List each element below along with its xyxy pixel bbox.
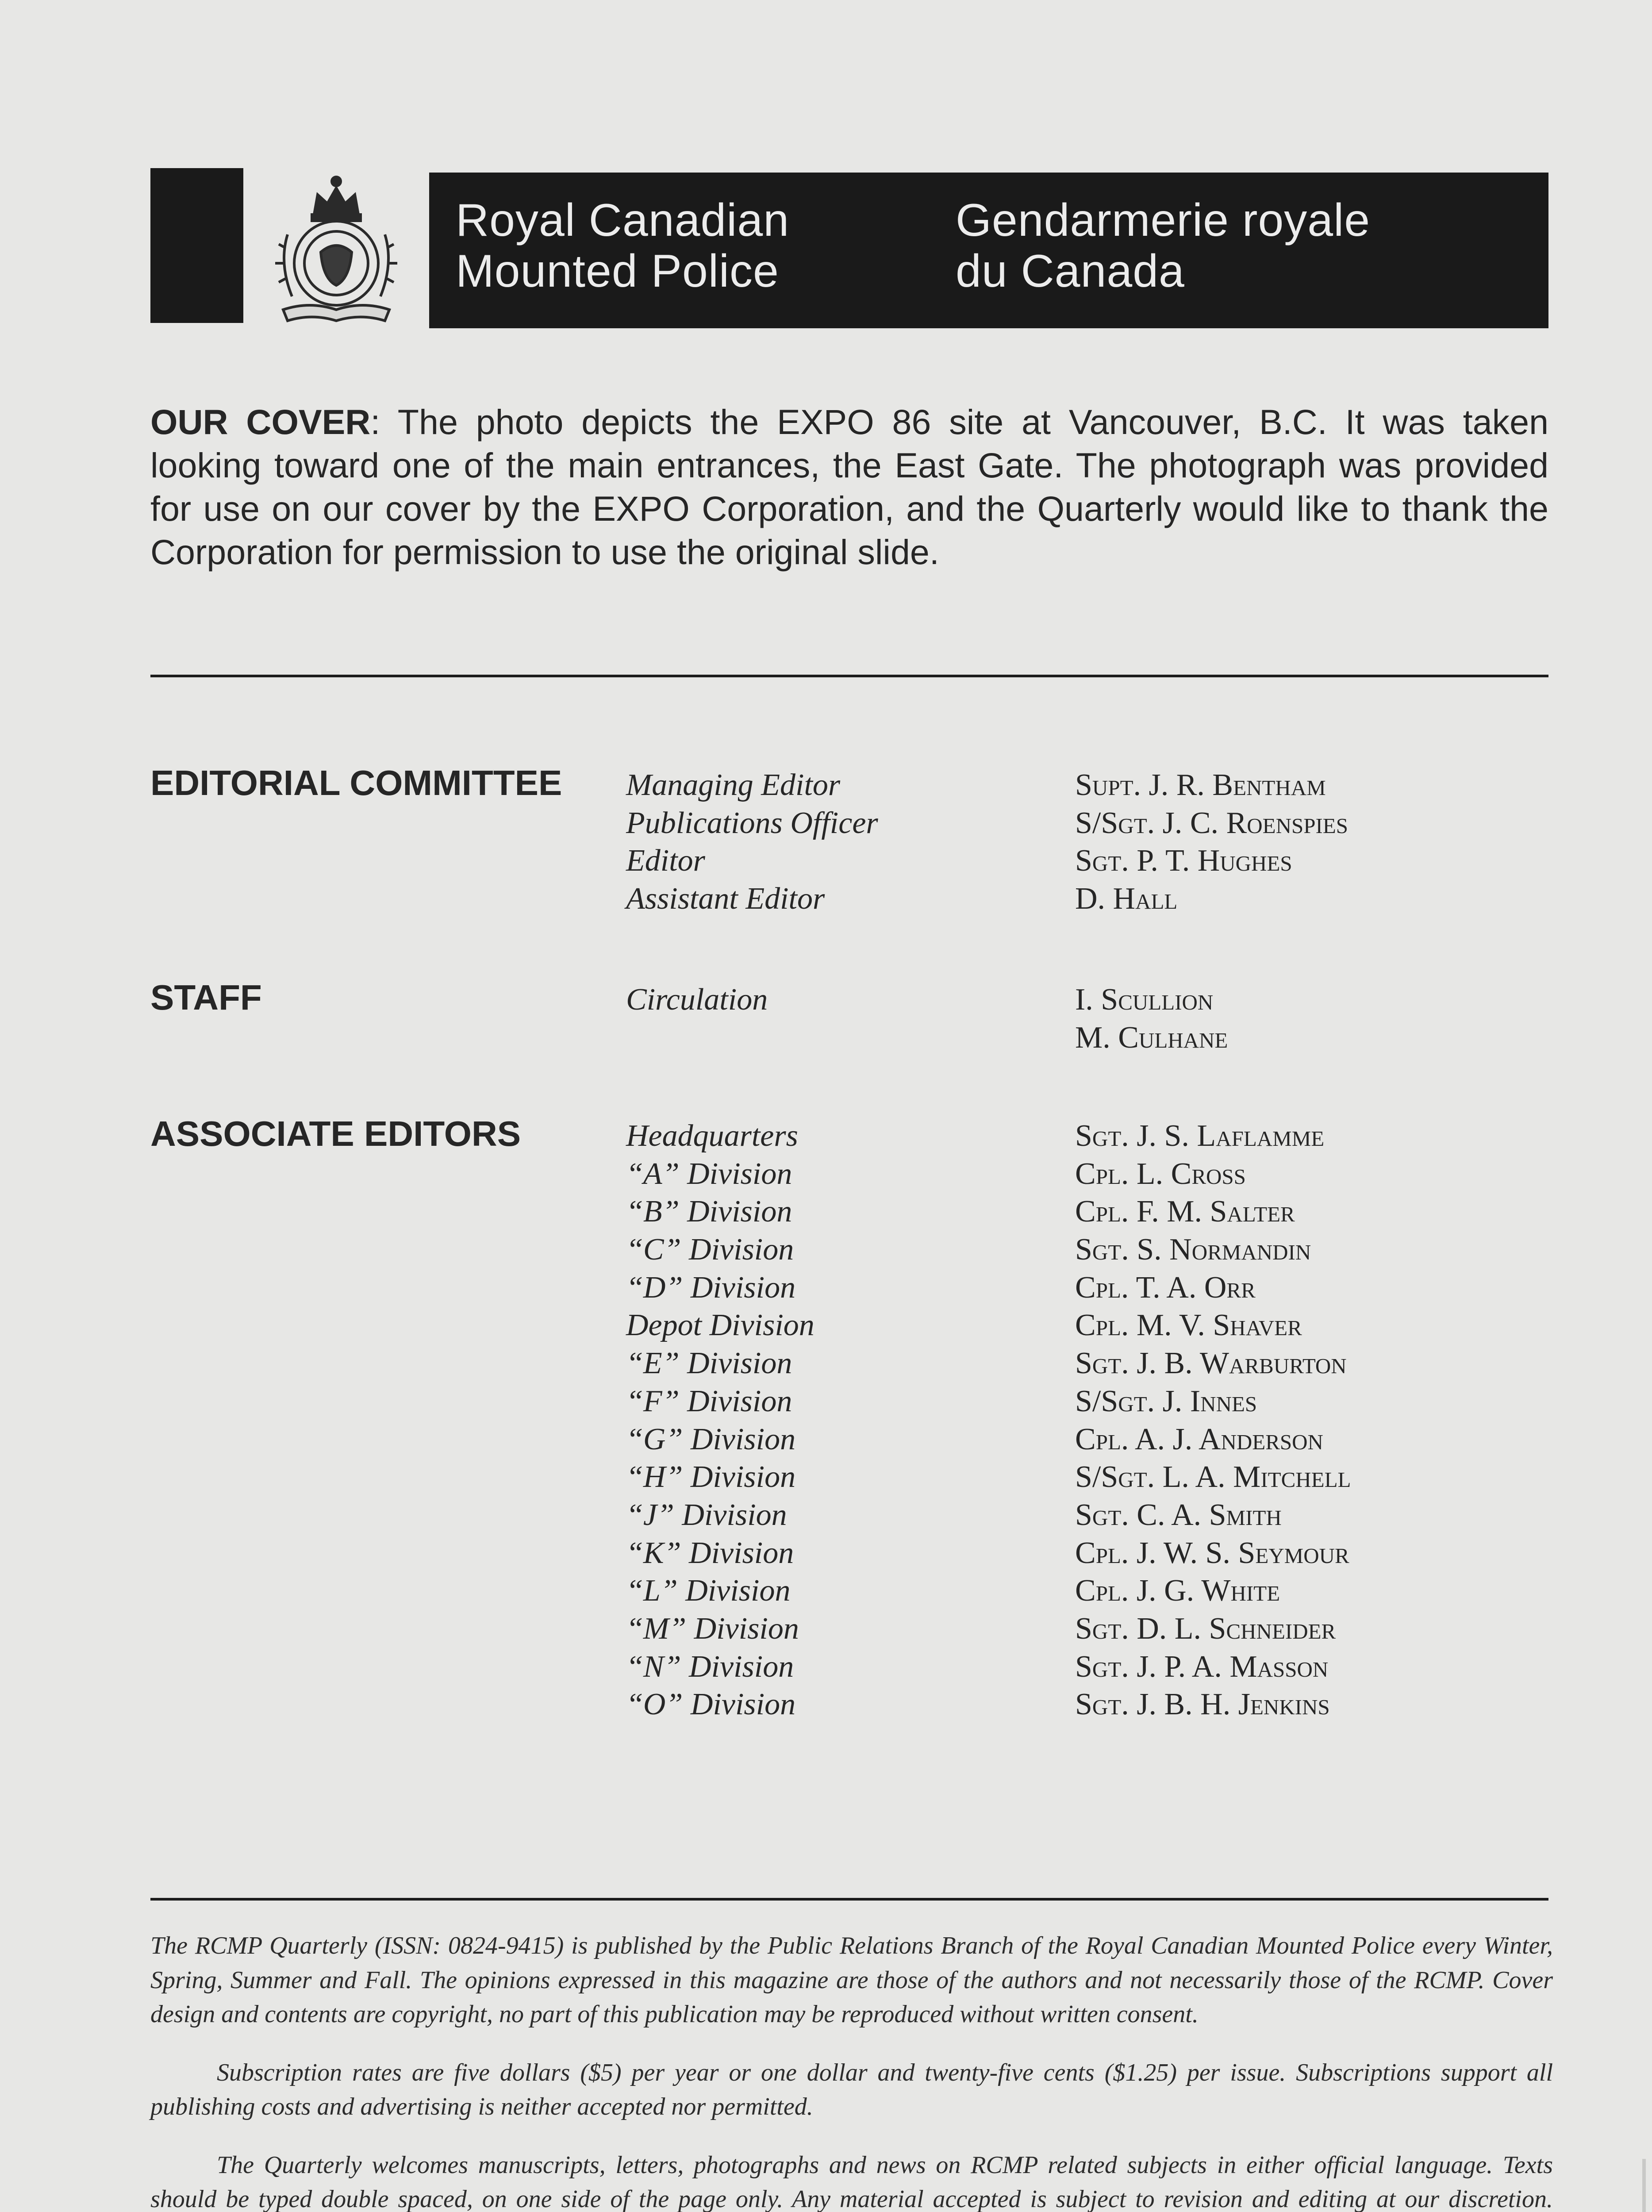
name-item: D. Hall xyxy=(1075,882,1178,916)
associate-editors-heading: ASSOCIATE EDITORS xyxy=(150,1114,521,1153)
scan-edge-mark xyxy=(1642,2159,1646,2212)
role-item: “A” Division xyxy=(626,1156,792,1191)
name-item: Cpl. M. V. Shaver xyxy=(1075,1308,1302,1343)
role-item: “D” Division xyxy=(626,1270,796,1305)
associate-editors-names xyxy=(1075,1117,1518,1724)
header-black-block xyxy=(150,168,243,323)
role-item: Depot Division xyxy=(626,1308,814,1343)
cover-note-text: : The photo depicts the EXPO 86 site at Vancouver, B.C. It was taken looking toward one of the main entrances, the East Gate. The photograph was provided for use on our cover by the EXPO Corporation, and the Quarterly would like to thank the Corporation for permission to use the original slide. xyxy=(150,402,1548,572)
name-item: M. Culhane xyxy=(1075,1020,1228,1055)
name-item: S/Sgt. J. C. Roenspies xyxy=(1075,806,1348,840)
role-item: “J” Division xyxy=(626,1498,787,1532)
role-item: Assistant Editor xyxy=(626,882,825,916)
role-item: “K” Division xyxy=(626,1536,794,1570)
role-item: Publications Officer xyxy=(626,806,878,840)
name-item: Cpl. L. Cross xyxy=(1075,1156,1246,1191)
staff-heading: STAFF xyxy=(150,978,262,1017)
name-item: Sgt. D. L. Schneider xyxy=(1075,1611,1336,1646)
role-item: Circulation xyxy=(626,983,768,1017)
name-item: Cpl. T. A. Orr xyxy=(1075,1270,1256,1305)
cover-note-label: OUR COVER xyxy=(150,402,371,442)
role-item: “N” Division xyxy=(626,1649,794,1684)
publication-notice xyxy=(150,1929,1553,2212)
name-item: Cpl. J. G. White xyxy=(1075,1574,1280,1608)
staff-roles xyxy=(626,981,1068,1019)
role-item: Editor xyxy=(626,844,705,878)
role-item: “L” Division xyxy=(626,1574,791,1608)
role-item: “O” Division xyxy=(626,1687,796,1722)
role-item: “H” Division xyxy=(626,1460,796,1494)
cover-note xyxy=(150,400,1548,574)
staff-names xyxy=(1075,981,1518,1056)
name-item: Sgt. C. A. Smith xyxy=(1075,1498,1282,1532)
role-item: “C” Division xyxy=(626,1233,794,1267)
associate-editors-roles xyxy=(626,1117,1068,1724)
name-item: S/Sgt. L. A. Mitchell xyxy=(1075,1460,1351,1494)
name-item: Sgt. J. S. Laflamme xyxy=(1075,1119,1325,1153)
name-item: I. Scullion xyxy=(1075,983,1214,1017)
role-item: “B” Division xyxy=(626,1194,792,1229)
name-item: Cpl. F. M. Salter xyxy=(1075,1194,1295,1229)
banner-english-line2: Mounted Police xyxy=(456,246,779,297)
role-item: “E” Division xyxy=(626,1346,792,1381)
editorial-committee-names xyxy=(1075,766,1518,918)
editorial-committee-roles xyxy=(626,766,1068,918)
role-item: “F” Division xyxy=(626,1384,792,1418)
name-item: Cpl. J. W. S. Seymour xyxy=(1075,1536,1349,1570)
name-item: Sgt. S. Normandin xyxy=(1075,1233,1311,1267)
divider-bottom xyxy=(150,1898,1548,1901)
agency-banner xyxy=(429,173,1548,328)
banner-french-line2: du Canada xyxy=(956,246,1185,297)
banner-french-line1: Gendarmerie royale xyxy=(956,195,1371,246)
name-item: Sgt. J. B. Warburton xyxy=(1075,1346,1347,1381)
role-item: “G” Division xyxy=(626,1422,796,1456)
subscription-info: Subscription rates are five dollars ($5) per year or one dollar and twenty-five cents ($1.25) per issue. Subscriptions support all publishing costs and advertising is neither accepted nor permitted. xyxy=(150,2058,1553,2120)
name-item: Sgt. J. B. H. Jenkins xyxy=(1075,1687,1330,1722)
name-item: Supt. J. R. Bentham xyxy=(1075,768,1326,802)
publication-statement: The RCMP Quarterly (ISSN: 0824-9415) is published by the Public Relations Branch of the Royal Canadian Mounted Police every Winter, Spring, Summer and Fall. The opinions expressed in this magazine are those of the authors and not necessarily those of the RCMP. Cover design and contents are copyright, no part of this publication may be reproduced without written consent. xyxy=(150,1932,1553,2028)
banner-english-line1: Royal Canadian xyxy=(456,195,790,246)
role-item: “M” Division xyxy=(626,1611,799,1646)
submission-guidelines: The Quarterly welcomes manuscripts, letters, photographs and news on RCMP related subjects in either official language. Texts should be typed double spaced, on one side of the page only. Any material accepted is subject to revision and editing at our discretion. xyxy=(150,2151,1553,2212)
rcmp-crest-icon xyxy=(265,168,407,327)
role-item: Headquarters xyxy=(626,1119,798,1153)
name-item: Sgt. P. T. Hughes xyxy=(1075,844,1292,878)
name-item: S/Sgt. J. Innes xyxy=(1075,1384,1257,1418)
divider-top xyxy=(150,675,1548,677)
name-item: Sgt. J. P. A. Masson xyxy=(1075,1649,1329,1684)
editorial-committee-heading: EDITORIAL COMMITTEE xyxy=(150,763,562,803)
name-item: Cpl. A. J. Anderson xyxy=(1075,1422,1323,1456)
role-item: Managing Editor xyxy=(626,768,841,802)
